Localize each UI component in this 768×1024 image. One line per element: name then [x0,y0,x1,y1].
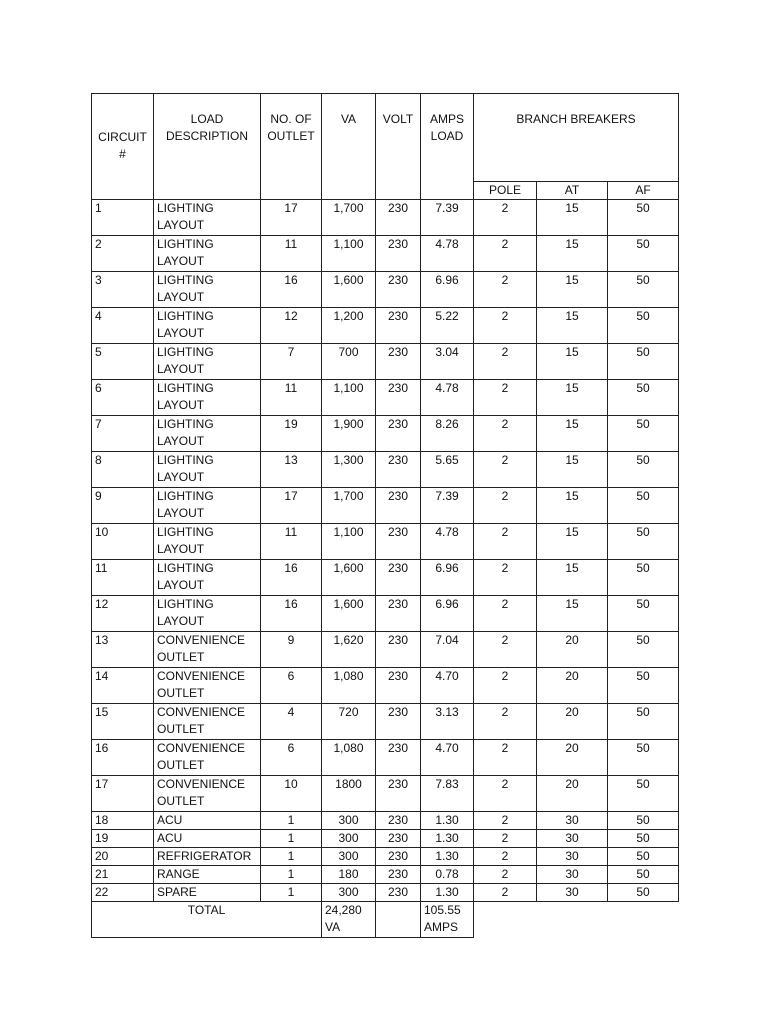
cell-amps-load: 7.04 [421,632,474,668]
total-amps: 105.55 AMPS [421,902,474,938]
cell-pole: 2 [474,452,537,488]
cell-no-of-outlet: 17 [261,488,322,524]
cell-circuit: 12 [92,596,154,632]
cell-va: 1,620 [322,632,376,668]
cell-circuit: 4 [92,308,154,344]
table-row [92,416,679,452]
cell-circuit: 14 [92,668,154,704]
cell-load-description: LIGHTING LAYOUT [154,272,261,308]
cell-af: 50 [608,488,679,524]
cell-amps-load: 1.30 [421,830,474,848]
cell-pole: 2 [474,704,537,740]
cell-circuit: 16 [92,740,154,776]
cell-volt: 230 [376,236,421,272]
cell-at: 30 [537,884,608,902]
cell-at: 30 [537,812,608,830]
cell-pole: 2 [474,380,537,416]
cell-load-description: LIGHTING LAYOUT [154,488,261,524]
header-circuit: CIRCUIT # [92,94,154,200]
cell-circuit: 17 [92,776,154,812]
cell-pole: 2 [474,488,537,524]
cell-amps-load: 0.78 [421,866,474,884]
cell-volt: 230 [376,200,421,236]
cell-va: 1,100 [322,524,376,560]
cell-volt: 230 [376,380,421,416]
table-row [92,812,679,830]
cell-af: 50 [608,812,679,830]
cell-circuit: 7 [92,416,154,452]
cell-amps-load: 7.83 [421,776,474,812]
cell-no-of-outlet: 16 [261,272,322,308]
table-row [92,704,679,740]
table-row [92,200,679,236]
cell-va: 1,600 [322,596,376,632]
cell-no-of-outlet: 16 [261,596,322,632]
cell-load-description: CONVENIENCE OUTLET [154,668,261,704]
total-label: TOTAL [92,902,322,938]
cell-no-of-outlet: 10 [261,776,322,812]
cell-af: 50 [608,704,679,740]
cell-circuit: 20 [92,848,154,866]
cell-volt: 230 [376,524,421,560]
cell-va: 1,100 [322,380,376,416]
cell-no-of-outlet: 11 [261,236,322,272]
cell-at: 20 [537,704,608,740]
cell-va: 1,700 [322,200,376,236]
table-row [92,596,679,632]
cell-circuit: 22 [92,884,154,902]
cell-circuit: 5 [92,344,154,380]
cell-amps-load: 1.30 [421,884,474,902]
cell-volt: 230 [376,740,421,776]
cell-volt: 230 [376,596,421,632]
cell-volt: 230 [376,308,421,344]
cell-af: 50 [608,560,679,596]
cell-no-of-outlet: 1 [261,812,322,830]
table-row [92,560,679,596]
cell-af: 50 [608,272,679,308]
cell-amps-load: 5.65 [421,452,474,488]
cell-af: 50 [608,344,679,380]
cell-va: 1,200 [322,308,376,344]
cell-load-description: LIGHTING LAYOUT [154,344,261,380]
cell-pole: 2 [474,740,537,776]
header-volt: VOLT [376,94,421,200]
cell-volt: 230 [376,704,421,740]
cell-af: 50 [608,632,679,668]
table-row [92,344,679,380]
cell-circuit: 18 [92,812,154,830]
cell-af: 50 [608,236,679,272]
cell-pole: 2 [474,812,537,830]
cell-va: 1,600 [322,272,376,308]
cell-pole: 2 [474,416,537,452]
cell-amps-load: 6.96 [421,272,474,308]
cell-at: 15 [537,236,608,272]
cell-load-description: CONVENIENCE OUTLET [154,740,261,776]
cell-va: 1,080 [322,668,376,704]
cell-af: 50 [608,848,679,866]
table-row [92,884,679,902]
cell-amps-load: 1.30 [421,812,474,830]
cell-pole: 2 [474,632,537,668]
cell-load-description: LIGHTING LAYOUT [154,560,261,596]
table-row [92,668,679,704]
cell-load-description: RANGE [154,866,261,884]
total-va: 24,280 VA [322,902,376,938]
cell-pole: 2 [474,866,537,884]
cell-amps-load: 7.39 [421,200,474,236]
cell-volt: 230 [376,866,421,884]
cell-pole: 2 [474,668,537,704]
cell-circuit: 9 [92,488,154,524]
cell-load-description: CONVENIENCE OUTLET [154,776,261,812]
cell-at: 20 [537,668,608,704]
table-row [92,488,679,524]
cell-volt: 230 [376,488,421,524]
cell-pole: 2 [474,200,537,236]
cell-at: 20 [537,776,608,812]
header-amps-load: AMPS LOAD [421,94,474,200]
cell-load-description: LIGHTING LAYOUT [154,200,261,236]
table-row [92,740,679,776]
cell-at: 15 [537,344,608,380]
cell-at: 15 [537,596,608,632]
header-af: AF [608,182,679,200]
cell-no-of-outlet: 1 [261,884,322,902]
cell-no-of-outlet: 1 [261,866,322,884]
cell-af: 50 [608,830,679,848]
cell-volt: 230 [376,632,421,668]
header-row [92,94,679,182]
cell-load-description: REFRIGERATOR [154,848,261,866]
cell-load-description: LIGHTING LAYOUT [154,380,261,416]
cell-va: 1,600 [322,560,376,596]
cell-va: 300 [322,830,376,848]
cell-volt: 230 [376,272,421,308]
cell-no-of-outlet: 17 [261,200,322,236]
cell-amps-load: 6.96 [421,596,474,632]
cell-pole: 2 [474,830,537,848]
cell-pole: 2 [474,344,537,380]
cell-volt: 230 [376,830,421,848]
cell-at: 30 [537,866,608,884]
cell-volt: 230 [376,812,421,830]
cell-amps-load: 4.70 [421,668,474,704]
cell-va: 720 [322,704,376,740]
table-row [92,830,679,848]
cell-af: 50 [608,416,679,452]
table-row [92,452,679,488]
cell-af: 50 [608,884,679,902]
table-row [92,866,679,884]
cell-at: 15 [537,488,608,524]
cell-load-description: ACU [154,830,261,848]
cell-pole: 2 [474,524,537,560]
cell-load-description: SPARE [154,884,261,902]
cell-at: 15 [537,416,608,452]
header-pole: POLE [474,182,537,200]
header-va: VA [322,94,376,200]
cell-no-of-outlet: 19 [261,416,322,452]
table-row [92,632,679,668]
cell-at: 30 [537,830,608,848]
cell-circuit: 8 [92,452,154,488]
cell-no-of-outlet: 7 [261,344,322,380]
cell-va: 1,080 [322,740,376,776]
cell-at: 15 [537,452,608,488]
cell-volt: 230 [376,848,421,866]
cell-amps-load: 3.13 [421,704,474,740]
cell-load-description: CONVENIENCE OUTLET [154,632,261,668]
table-row [92,380,679,416]
cell-af: 50 [608,308,679,344]
header-load-description: LOAD DESCRIPTION [154,94,261,200]
cell-circuit: 6 [92,380,154,416]
cell-load-description: LIGHTING LAYOUT [154,236,261,272]
table-row [92,776,679,812]
cell-af: 50 [608,740,679,776]
cell-volt: 230 [376,344,421,380]
cell-no-of-outlet: 11 [261,380,322,416]
cell-amps-load: 7.39 [421,488,474,524]
cell-no-of-outlet: 1 [261,830,322,848]
cell-pole: 2 [474,308,537,344]
cell-volt: 230 [376,668,421,704]
cell-af: 50 [608,596,679,632]
cell-va: 1,700 [322,488,376,524]
cell-va: 1,900 [322,416,376,452]
header-branch-breakers: BRANCH BREAKERS [474,94,679,182]
cell-load-description: LIGHTING LAYOUT [154,416,261,452]
cell-volt: 230 [376,416,421,452]
cell-amps-load: 3.04 [421,344,474,380]
cell-af: 50 [608,668,679,704]
cell-va: 300 [322,884,376,902]
cell-circuit: 11 [92,560,154,596]
cell-amps-load: 4.78 [421,236,474,272]
cell-va: 700 [322,344,376,380]
cell-load-description: LIGHTING LAYOUT [154,596,261,632]
cell-pole: 2 [474,848,537,866]
cell-af: 50 [608,866,679,884]
total-blank [474,902,679,938]
cell-load-description: ACU [154,812,261,830]
cell-no-of-outlet: 6 [261,668,322,704]
cell-no-of-outlet: 4 [261,704,322,740]
cell-amps-load: 4.70 [421,740,474,776]
cell-pole: 2 [474,560,537,596]
cell-amps-load: 5.22 [421,308,474,344]
cell-circuit: 3 [92,272,154,308]
cell-no-of-outlet: 11 [261,524,322,560]
total-row [92,902,679,938]
cell-amps-load: 4.78 [421,380,474,416]
cell-pole: 2 [474,236,537,272]
cell-pole: 2 [474,884,537,902]
cell-af: 50 [608,776,679,812]
cell-no-of-outlet: 13 [261,452,322,488]
cell-af: 50 [608,452,679,488]
cell-va: 300 [322,848,376,866]
table-row [92,524,679,560]
header-no-of-outlet: NO. OF OUTLET [261,94,322,200]
cell-volt: 230 [376,560,421,596]
cell-circuit: 19 [92,830,154,848]
cell-va: 1,300 [322,452,376,488]
table-row [92,848,679,866]
cell-circuit: 21 [92,866,154,884]
panel-schedule-table [91,93,679,938]
total-volt-empty [376,902,421,938]
cell-af: 50 [608,380,679,416]
cell-circuit: 10 [92,524,154,560]
cell-load-description: LIGHTING LAYOUT [154,452,261,488]
cell-no-of-outlet: 6 [261,740,322,776]
cell-at: 30 [537,848,608,866]
table-row [92,308,679,344]
cell-pole: 2 [474,272,537,308]
cell-amps-load: 1.30 [421,848,474,866]
cell-circuit: 13 [92,632,154,668]
cell-load-description: CONVENIENCE OUTLET [154,704,261,740]
cell-no-of-outlet: 9 [261,632,322,668]
cell-load-description: LIGHTING LAYOUT [154,308,261,344]
cell-at: 20 [537,740,608,776]
cell-at: 20 [537,632,608,668]
cell-amps-load: 8.26 [421,416,474,452]
cell-at: 15 [537,524,608,560]
cell-va: 1,100 [322,236,376,272]
cell-no-of-outlet: 16 [261,560,322,596]
cell-va: 1800 [322,776,376,812]
cell-pole: 2 [474,776,537,812]
cell-circuit: 15 [92,704,154,740]
cell-no-of-outlet: 1 [261,848,322,866]
cell-af: 50 [608,200,679,236]
table-row [92,236,679,272]
cell-at: 15 [537,380,608,416]
cell-volt: 230 [376,452,421,488]
cell-pole: 2 [474,596,537,632]
cell-at: 15 [537,308,608,344]
table-row [92,272,679,308]
cell-at: 15 [537,200,608,236]
cell-af: 50 [608,524,679,560]
cell-volt: 230 [376,776,421,812]
cell-no-of-outlet: 12 [261,308,322,344]
cell-va: 180 [322,866,376,884]
header-at: AT [537,182,608,200]
cell-amps-load: 4.78 [421,524,474,560]
cell-circuit: 2 [92,236,154,272]
cell-load-description: LIGHTING LAYOUT [154,524,261,560]
cell-circuit: 1 [92,200,154,236]
cell-volt: 230 [376,884,421,902]
cell-va: 300 [322,812,376,830]
cell-at: 15 [537,272,608,308]
cell-amps-load: 6.96 [421,560,474,596]
cell-at: 15 [537,560,608,596]
